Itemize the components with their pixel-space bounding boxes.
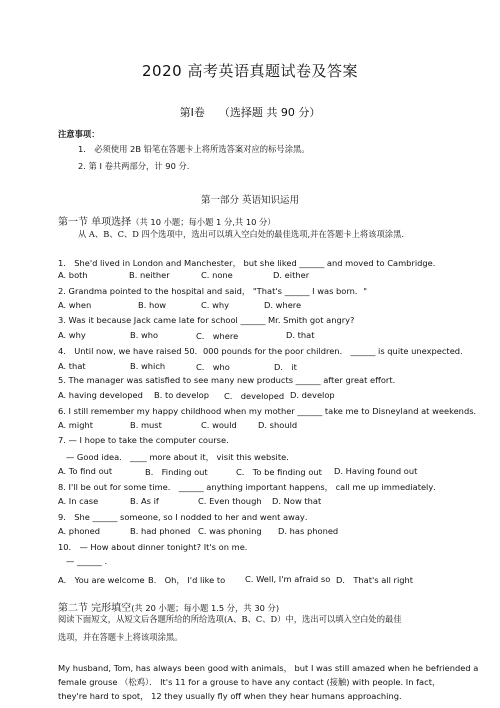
section1-note: （共 10 小题；每小题 1 分,共 10 分） (131, 217, 276, 227)
option-b: B. how (138, 300, 167, 310)
section2-instruction-line1: 阅读下面短文，从短文后各题所给的所给选项(A、B、C、D）中，选出可以填入空白处的最佳 (58, 614, 402, 624)
option-d: D． it (274, 362, 297, 372)
question-stem: 7. — I hope to take the computer course. (58, 435, 229, 445)
option-a: A. that (58, 361, 86, 371)
option-d: D． That's all right (336, 575, 414, 585)
part1-title: 第一部分 英语知识运用 (200, 195, 300, 206)
question-stem: 9． She ______ someone, so I nodded to her and went away． (58, 512, 314, 522)
question-stem: 6. I still remember my happy childhood when my mother ______ take me to Disneyland at weekends． (58, 406, 482, 416)
document-title: 2020 高考英语真题试卷及答案 (142, 62, 358, 80)
option-b: B. neither (129, 270, 170, 280)
option-a: A． You are welcome (58, 575, 145, 585)
option-d: D. Now that (272, 496, 322, 506)
notice-item-1: 1． 必须使用 2B 铅笔在答题卡上将所选答案对应的标号涂黑。 (78, 144, 310, 154)
option-a: A. why (58, 330, 86, 340)
option-d: D. either (273, 270, 310, 280)
option-b: B. had phoned (130, 526, 191, 536)
passage-line: My husband, Tom, has always been good with animals， but I was still amazed when he befriended a (58, 663, 479, 673)
option-a: A. might (58, 420, 93, 430)
section2-title: 第二节 完形填空 (58, 603, 132, 614)
option-c: C. none (201, 270, 233, 280)
question-stem: 8. I'll be out for some time． ______ anything important happens， call me up immediately． (58, 482, 442, 492)
option-d: D. has phoned (278, 526, 339, 536)
section2-instruction-line2: 选项，并在答题卡上将该项涂黑。 (58, 632, 183, 642)
option-a: A. To find out (58, 466, 113, 476)
option-b: B. which (130, 361, 166, 371)
option-d: D. where (264, 300, 302, 310)
option-c: C. Well, I'm afraid so (245, 574, 331, 584)
volume-note: （选择题 共 90 分） (218, 106, 321, 119)
option-a: A. In case (58, 496, 99, 506)
option-b: B． Oh， I'd like to (148, 575, 226, 585)
passage-line: they're hard to spot， 12 they usually fly off when they hear humans approaching. (58, 691, 402, 701)
option-c: C． where (196, 331, 239, 341)
question-stem: 10． — How about dinner tonight? It's on me． (58, 542, 254, 552)
section1-instruction: 从 A、B、C、D 四个选项中，选出可以填入空白处的最佳选项,并在答题卡上将该项涂黑. (78, 229, 405, 239)
volume-heading (0, 104, 500, 120)
option-c: C． To be finding out (236, 467, 322, 477)
option-b: B. As if (130, 496, 159, 506)
question-stem: 3. Was it because Jack came late for school ______ Mr. Smith got angry? (58, 315, 355, 325)
question-stem-reply: — ______ . (66, 556, 108, 566)
option-c: C. would (201, 420, 237, 430)
option-b: B． Finding out (145, 467, 208, 477)
question-stem-reply: — Good idea． ____ more about it， visit this website． (66, 452, 295, 462)
option-a: A. when (58, 300, 92, 310)
option-c: C. Even though (198, 496, 262, 506)
question-stem: 5. The manager was satisfied to see many new products ______ after great effort. (58, 375, 396, 385)
section1-title: 第一节 单项选择 (58, 217, 132, 228)
section1-heading (58, 210, 276, 229)
option-c: C． who (196, 362, 230, 372)
question-stem: 1． She'd lived in London and Manchester， but she liked ______ and moved to Cambridge. (58, 258, 436, 268)
option-c: C． developed (224, 391, 285, 401)
option-b: B. must (130, 420, 162, 430)
notice-title: 注意事项： (58, 129, 100, 139)
option-a: A. phoned (58, 526, 101, 536)
option-d: D. develop (290, 390, 335, 400)
option-c: C. why (201, 300, 230, 310)
option-d: D. should (258, 420, 298, 430)
option-b: B. to develop (154, 390, 209, 400)
question-stem: 2. Grandma pointed to the hospital and said， "That's ______ I was born．" (58, 286, 368, 296)
notice-item-2: 2. 第 I 卷共两部分，计 90 分. (78, 161, 190, 171)
question-stem: 4． Until now, we have raised 50．000 pounds for the poor children． ______ is quite unexpected. (58, 346, 463, 356)
volume-label: 第Ⅰ卷 (179, 106, 205, 119)
option-b: B. who (130, 330, 159, 340)
section2-note: (共 20 小题；每小题 1.5 分，共 30 分) (131, 603, 280, 613)
option-c: C. was phoning (198, 526, 262, 536)
option-a: A. having developed (58, 390, 143, 400)
option-d: D. that (286, 330, 315, 340)
passage-line: female grouse （松鸡）． It's 11 for a grouse to have any contact (接触) with people. In fact， (58, 677, 441, 687)
option-d: D. Having found out (334, 466, 418, 476)
option-a: A. both (58, 270, 88, 280)
